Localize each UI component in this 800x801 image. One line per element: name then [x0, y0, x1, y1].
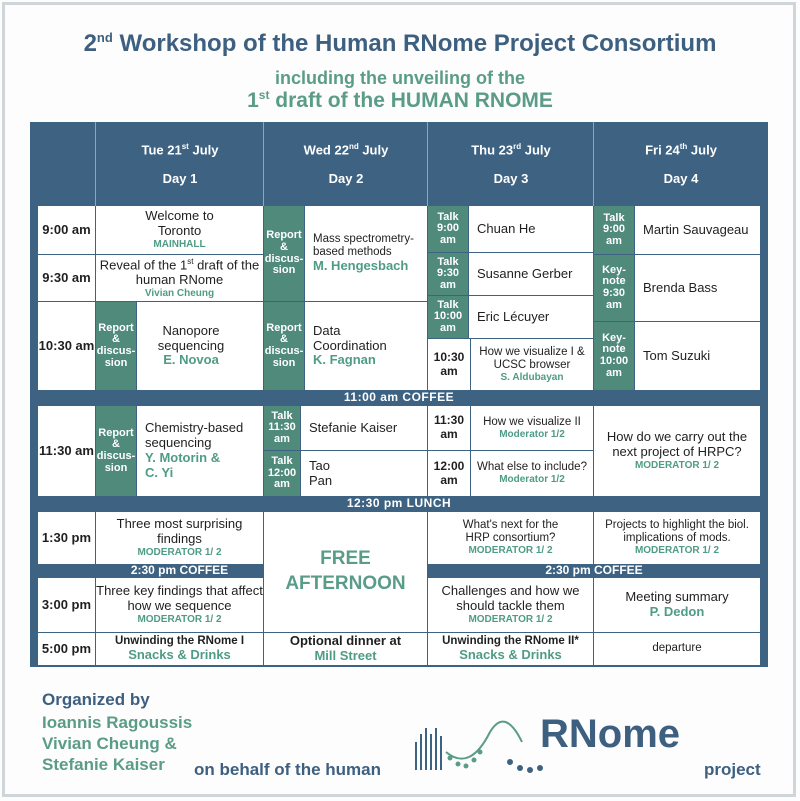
event-title: Unwinding the RNome I [114, 634, 245, 647]
header-divider [263, 122, 264, 206]
talk-tag: Talk 9:00 am [594, 206, 634, 254]
session-tag: Report & discus-sion [96, 406, 136, 496]
event-subtitle: Snacks & Drinks [459, 647, 562, 663]
event-title: Mass spectrometry-based methods [313, 232, 414, 259]
event-departure [594, 633, 760, 665]
rnome-logo-text: RNome [540, 712, 681, 756]
header-divider [593, 122, 594, 206]
event-speaker: Y. Motorin & C. Yi [145, 450, 221, 480]
page-subtitle-2: 1st draft of the HUMAN RNOME [247, 88, 553, 112]
event-stefanie-kaiser: Stefanie Kaiser [301, 406, 427, 450]
event-moderator: MODERATOR 1/ 2 [468, 614, 553, 626]
event-tao-pan: Tao Pan [301, 451, 427, 496]
event-nanopore [137, 302, 263, 390]
header-divider [95, 122, 96, 206]
event-title: Data Coordination [313, 322, 387, 353]
event-title: How do we carry out the next project of HRPC? [606, 429, 748, 460]
event-key-findings [96, 578, 263, 632]
day-header-3: Thu 23rd July Day 3 [471, 141, 551, 187]
event-moderator: MODERATOR 1/ 2 [137, 547, 222, 559]
event-title: Projects to highlight the biol. implications of mods. [605, 519, 749, 545]
event-brenda-bass: Brenda Bass [635, 255, 760, 321]
event-title: What else to include? [477, 461, 587, 474]
event-next-hrpc-project [594, 406, 760, 496]
event-whats-next [428, 512, 593, 564]
event-visualize-2 [471, 406, 593, 450]
event-title: Optional dinner at [289, 633, 402, 649]
time-5-00: 5:00 pm [38, 633, 95, 665]
event-welcome [96, 206, 263, 254]
page-subtitle: including the unveiling of the [275, 68, 525, 88]
event-title: Reveal of the 1st draft of the human RNome [99, 256, 260, 287]
talk-tag: Talk 10:00 am [428, 296, 468, 338]
event-eric-lecuyer: Eric Lécuyer [469, 296, 593, 338]
event-meeting-summary [594, 578, 760, 632]
day-header-4: Fri 24th July Day 4 [645, 141, 717, 187]
event-speaker: S. Aldubayan [500, 371, 564, 383]
event-title: What's next for the HRP consortium? [462, 519, 559, 545]
event-moderator: Moderator 1/2 [499, 428, 565, 440]
talk-tag: Talk 9:30 am [428, 253, 468, 295]
coffee-break-pm: 2:30 pm COFFEE [96, 564, 263, 578]
organized-by-label: Organized by [42, 690, 150, 709]
time-10-30: 10:30 am [428, 339, 470, 390]
organizer-name: Ioannis Ragoussis [42, 713, 193, 732]
organizer-name: Vivian Cheung & [42, 734, 177, 753]
coffee-break-pm: 2:30 pm COFFEE [428, 564, 760, 578]
time-11-30: 11:30 am [38, 406, 95, 496]
session-tag: Report & discus-sion [264, 206, 304, 301]
time-11-30: 11:30 am [428, 406, 470, 450]
event-speaker: E. Novoa [163, 352, 219, 368]
event-title: Three most surprising findings [116, 516, 243, 547]
schedule-table [30, 122, 768, 667]
event-tom-suzuki: Tom Suzuki [635, 322, 760, 390]
event-chuan-he: Chuan He [469, 206, 593, 252]
event-venue: Mill Street [314, 648, 377, 663]
event-unwinding-1 [96, 633, 263, 665]
event-moderator: Moderator 1/2 [499, 474, 565, 486]
behalf-text: on behalf of the human [194, 760, 381, 779]
event-martin-sauvageau: Martin Sauvageau [635, 206, 760, 254]
time-3-00: 3:00 pm [38, 578, 95, 632]
event-projects-mods [594, 512, 760, 564]
talk-tag: Talk 11:30 am [264, 406, 300, 450]
event-title: Nanopore sequencing [157, 322, 225, 353]
event-venue: MAINHALL [153, 239, 206, 251]
time-10-30: 10:30 am [38, 302, 95, 390]
event-title: Three key findings that affect how we sequence [96, 583, 263, 614]
event-susanne-gerber: Susanne Gerber [469, 253, 593, 295]
event-visualize-1 [471, 339, 593, 390]
coffee-break-am: 11:00 am COFFEE [343, 390, 455, 404]
project-text: project [704, 760, 761, 779]
page-title: 2nd Workshop of the Human RNome Project Consortium [83, 30, 717, 57]
event-title: Meeting summary [625, 589, 729, 605]
event-speaker: P. Dedon [649, 604, 705, 619]
event-title: departure [652, 642, 702, 655]
session-tag: Report & discus-sion [96, 302, 136, 390]
header-divider [427, 122, 428, 206]
organizer-name: Stefanie Kaiser [42, 755, 165, 774]
event-title: Welcome to Toronto [145, 208, 214, 239]
event-speaker: K. Fagnan [313, 352, 376, 368]
event-title: Chemistry-based sequencing [145, 420, 244, 451]
lunch-break: 12:30 pm LUNCH [346, 496, 452, 510]
time-12-00: 12:00 am [428, 451, 470, 496]
event-optional-dinner [264, 633, 427, 665]
event-title: Unwinding the RNome II* [442, 634, 579, 647]
event-unwinding-2 [428, 633, 593, 665]
event-surprising-findings [96, 512, 263, 564]
event-moderator: MODERATOR 1/ 2 [137, 614, 222, 626]
free-afternoon: FREE AFTERNOON [264, 512, 427, 632]
keynote-tag: Key-note 10:00 am [594, 322, 634, 390]
event-chemistry-sequencing [137, 406, 263, 496]
time-9-00: 9:00 am [38, 206, 95, 254]
event-moderator: MODERATOR 1/ 2 [468, 545, 553, 557]
event-title: Challenges and how we should tackle them [441, 583, 580, 614]
event-title: How we visualize I & UCSC browser [479, 345, 585, 371]
time-9-30: 9:30 am [38, 255, 95, 301]
organizers-list [42, 712, 192, 775]
day-header-1: Tue 21st July Day 1 [141, 141, 219, 187]
talk-tag: Talk 9:00 am [428, 206, 468, 252]
event-mass-spec [305, 206, 427, 301]
talk-tag: Talk 12:00 am [264, 451, 300, 496]
event-data-coordination [305, 302, 427, 390]
event-title: How we visualize II [483, 415, 581, 428]
event-moderator: MODERATOR 1/ 2 [634, 545, 720, 557]
event-subtitle: Snacks & Drinks [128, 647, 231, 663]
event-speaker: Vivian Cheung [144, 287, 215, 299]
session-tag: Report & discus-sion [264, 302, 304, 390]
day-header-2: Wed 22nd July Day 2 [303, 141, 389, 187]
event-speaker: M. Hengesbach [313, 258, 409, 274]
event-reveal [96, 255, 263, 301]
event-moderator: MODERATOR 1/ 2 [634, 460, 720, 472]
keynote-tag: Key-note 9:30 am [594, 255, 634, 321]
event-challenges [428, 578, 593, 632]
event-what-else [471, 451, 593, 496]
time-1-30: 1:30 pm [38, 512, 95, 564]
